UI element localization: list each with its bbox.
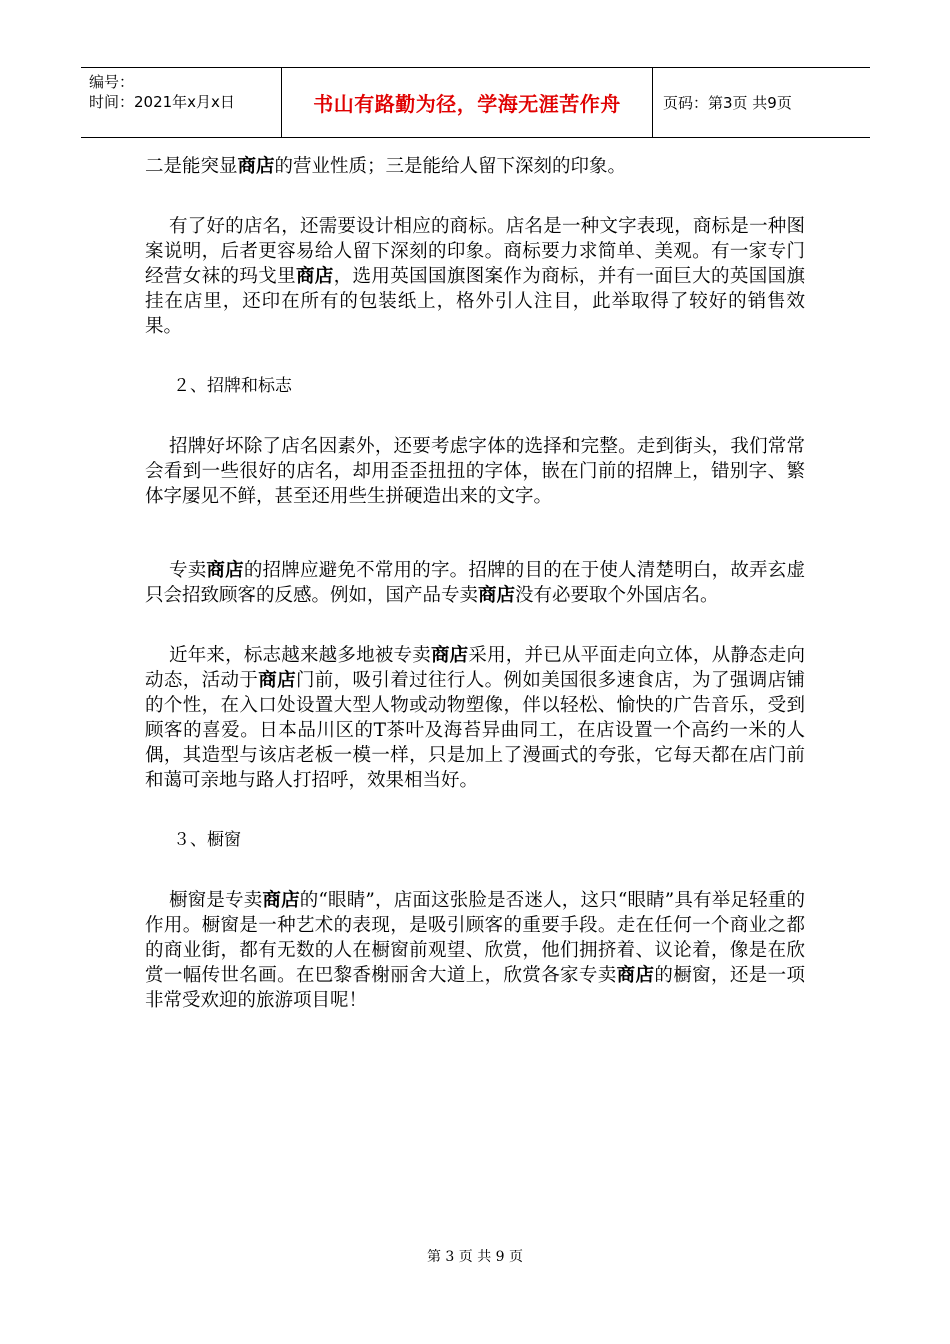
header-motto: 书山有路勤为径，学海无涯苦作舟 (282, 68, 653, 137)
paragraph-3: 专卖商店的招牌应避免不常用的字。招牌的目的在于使人清楚明白，故弄玄虚只会招致顾客的反感。例如，国产品专卖商店没有必要取个外国店名。 (145, 560, 805, 606)
paragraph-2: 招牌好坏除了店名因素外，还要考虑字体的选择和完整。走到街头，我们常常会看到一些很好的店名，却用歪歪扭扭的字体，嵌在门前的招牌上，错别字、繁体字屡见不鲜，甚至还用些生拼硬造出来的文字。 (145, 436, 805, 507)
paragraph-1: 有了好的店名，还需要设计相应的商标。店名是一种文字表现，商标是一种图案说明，后者更容易给人留下深刻的印象。商标要力求简单、美观。有一家专门经营女袜的玛戈里商店，选用英国国旗图案作为商标，并有一面巨大的英国国旗挂在店里，还印在所有的包装纸上，格外引人注目，此举取得了较好的销售效果。 (145, 216, 805, 337)
section-heading-2: ２、招牌和标志 (173, 376, 292, 396)
paragraph-4: 近年来，标志越来越多地被专卖商店采用，并已从平面走向立体，从静态走向动态，活动于商店门前，吸引着过往行人。例如美国很多速食店，为了强调店铺的个性，在入口处设置大型人物或动物塑像，伴以轻松、愉快的广告音乐，受到顾客的喜爱。日本品川区的T茶叶及海苔异曲同工，在店设置一个高约一米的人偶，其造型与该店老板一模一样，只是加上了漫画式的夸张，它每天都在店门前和蔼可亲地与路人打招呼，效果相当好。 (145, 645, 805, 791)
document-body (145, 154, 805, 1013)
time-label: 时间：2021年x月x日 (89, 93, 235, 111)
header-meta (81, 68, 282, 137)
page-footer: 第 3 页 共 9 页 (426, 1249, 524, 1265)
section-heading-3: ３、橱窗 (173, 830, 241, 850)
page-header (81, 67, 870, 138)
number-label: 编号： (89, 73, 135, 91)
header-page-info: 页码：第3页 共9页 (663, 94, 792, 112)
paragraph-0: 二是能突显商店的营业性质；三是能给人留下深刻的印象。 (145, 156, 627, 177)
paragraph-5: 橱窗是专卖商店的“眼睛”，店面这张脸是否迷人，这只“眼睛”具有举足轻重的作用。橱窗是一种艺术的表现，是吸引顾客的重要手段。走在任何一个商业之都的商业街，都有无数的人在橱窗前观望、欣赏，他们拥挤着、议论着，像是在欣赏一幅传世名画。在巴黎香榭丽舍大道上，欣赏各家专卖商店的橱窗，还是一项非常受欢迎的旅游项目呢！ (145, 890, 805, 1011)
